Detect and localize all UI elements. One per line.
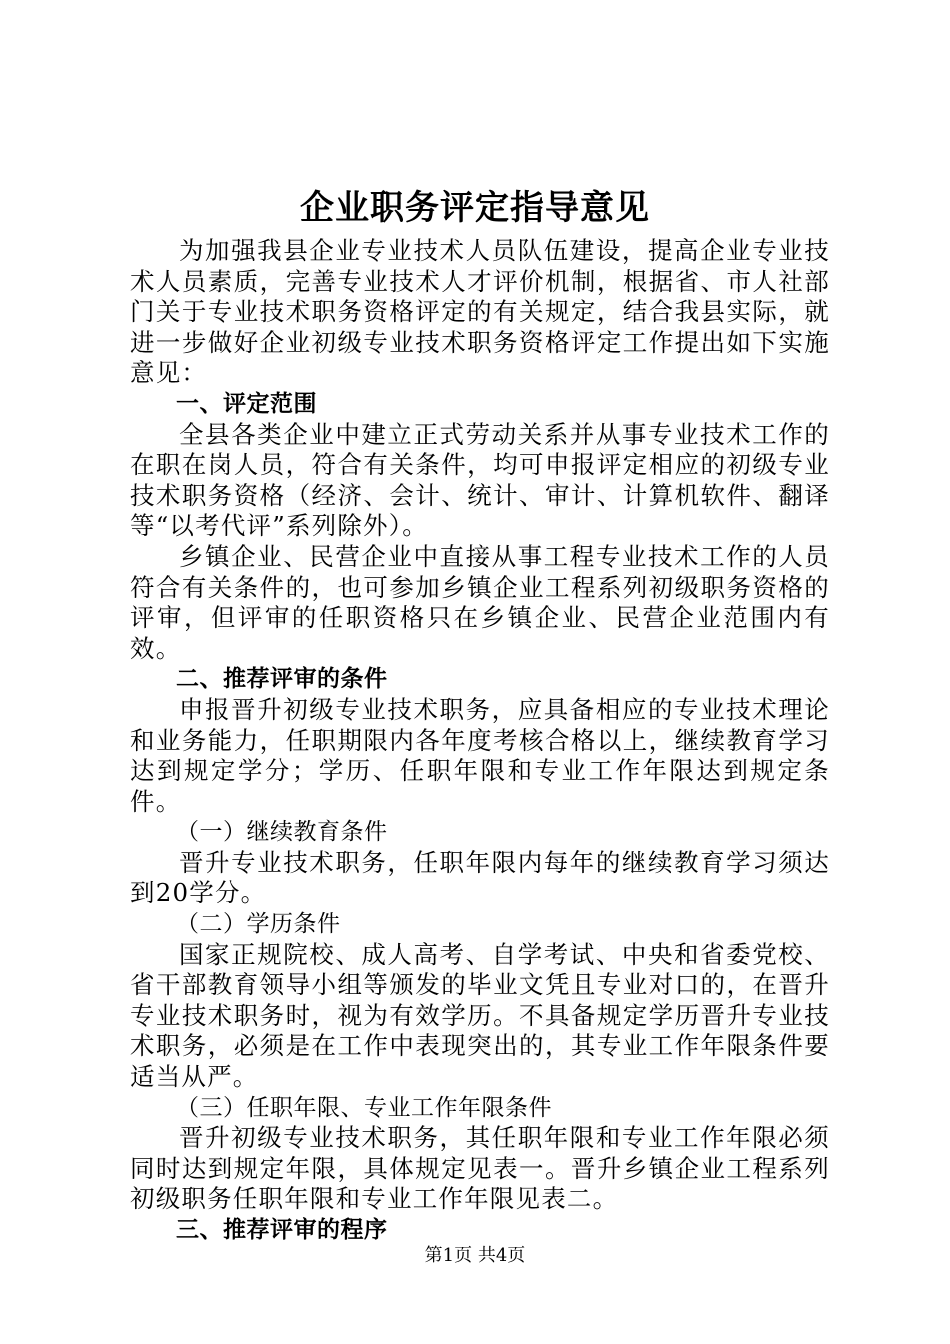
document-body	[130, 236, 830, 1246]
section-heading-scope: 一、评定范围	[176, 390, 317, 417]
page-footer: 第1页 共4页	[424, 1245, 526, 1266]
section-heading-conditions: 二、推荐评审的条件	[176, 666, 388, 693]
paragraph-education: 国家正规院校、成人高考、自学考试、中央和省委党校、省干部教育领导小组等颁发的毕业文凭且专业对口的，在晋升专业技术职务时，视为有效学历。不具备规定学历晋升专业技术职务，必须是在工作中表现突出的，其专业工作年限条件要适当从严。	[130, 939, 830, 1092]
subheading-education: （二）学历条件	[176, 911, 341, 938]
paragraph-service-years: 晋升初级专业技术职务，其任职年限和专业工作年限必须同时达到规定年限，具体规定见表一。晋升乡镇企业工程系列初级职务任职年限和专业工作年限见表二。	[130, 1123, 830, 1214]
paragraph-scope-2: 乡镇企业、民营企业中直接从事工程专业技术工作的人员符合有关条件的，也可参加乡镇企业工程系列初级职务资格的评审，但评审的任职资格只在乡镇企业、民营企业范围内有效。	[130, 541, 830, 663]
section-heading-procedure: 三、推荐评审的程序	[176, 1217, 388, 1243]
paragraph-intro: 为加强我县企业专业技术人员队伍建设，提高企业专业技术人员素质，完善专业技术人才评价机制，根据省、市人社部门关于专业技术职务资格评定的有关规定，结合我县实际，就进一步做好企业初级专业技术职务资格评定工作提出如下实施意见：	[130, 236, 830, 388]
subheading-continuing-education: （一）继续教育条件	[176, 819, 388, 846]
paragraph-continuing-education: 晋升专业技术职务，任职年限内每年的继续教育学习须达到20学分。	[130, 847, 830, 908]
subheading-service-years: （三）任职年限、专业工作年限条件	[176, 1094, 552, 1121]
document-title: 企业职务评定指导意见	[300, 188, 650, 228]
paragraph-scope-1: 全县各类企业中建立正式劳动关系并从事专业技术工作的在职在岗人员，符合有关条件，均可申报评定相应的初级专业技术职务资格（经济、会计、统计、审计、计算机软件、翻译等“以考代评”系列除外）。	[130, 419, 830, 541]
paragraph-conditions: 申报晋升初级专业技术职务，应具备相应的专业技术理论和业务能力，任职期限内各年度考核合格以上，继续教育学习达到规定学分；学历、任职年限和专业工作年限达到规定条件。	[130, 694, 830, 816]
